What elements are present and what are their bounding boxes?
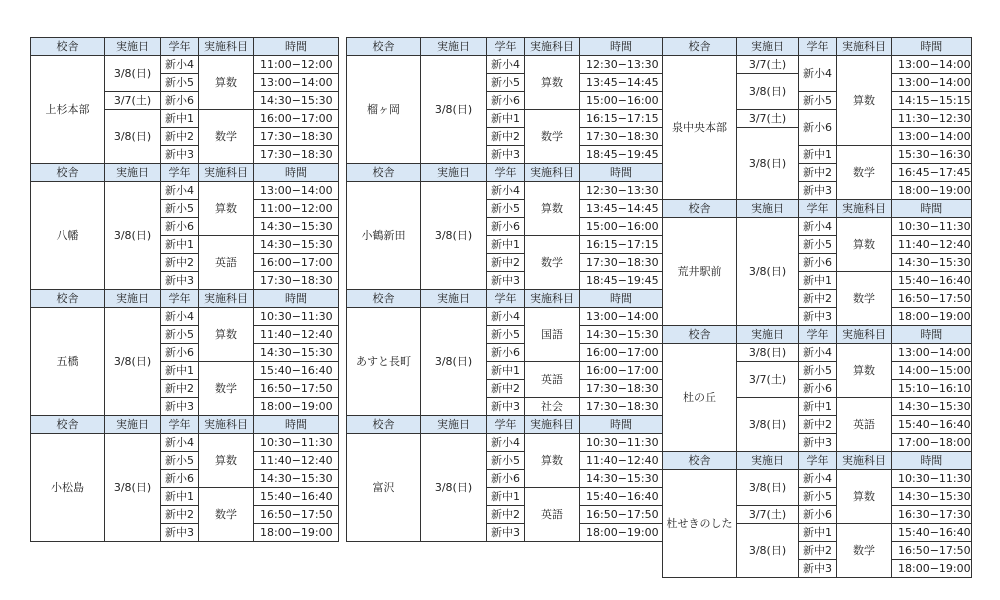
grade-cell: 新小5	[487, 74, 525, 92]
grade-cell: 新小6	[799, 506, 837, 524]
header-row	[347, 38, 663, 56]
time-cell: 17:30−18:30	[580, 254, 663, 272]
header-date: 実施日	[737, 452, 799, 470]
grade-cell: 新小5	[799, 488, 837, 506]
grade-cell: 新中3	[161, 398, 199, 416]
time-cell: 13:00−14:00	[580, 308, 663, 326]
header-date: 実施日	[105, 290, 161, 308]
time-cell: 16:00−17:00	[254, 110, 339, 128]
header-subject: 実施科目	[199, 38, 254, 56]
time-cell: 16:50−17:50	[254, 380, 339, 398]
header-row	[31, 38, 339, 56]
time-cell: 12:30−13:30	[580, 56, 663, 74]
subject-cell: 算数	[837, 218, 892, 272]
time-cell: 18:45−19:45	[580, 146, 663, 164]
header-date: 実施日	[105, 416, 161, 434]
subject-cell: 英語	[837, 398, 892, 452]
grade-cell: 新中3	[161, 272, 199, 290]
header-time: 時間	[580, 416, 663, 434]
exam-date: 3/8(日)	[737, 128, 799, 200]
header-subject: 実施科目	[837, 452, 892, 470]
grade-cell: 新小6	[487, 470, 525, 488]
header-grade: 学年	[487, 38, 525, 56]
header-subject: 実施科目	[199, 164, 254, 182]
grade-cell: 新小4	[161, 182, 199, 200]
subject-cell: 数学	[837, 272, 892, 326]
header-grade: 学年	[487, 416, 525, 434]
school-name: 榴ヶ岡	[347, 56, 421, 164]
time-cell: 14:30−15:30	[892, 254, 972, 272]
time-cell: 15:40−16:40	[892, 272, 972, 290]
subject-cell: 国語	[525, 308, 580, 362]
grade-cell: 新中3	[799, 308, 837, 326]
grade-cell: 新小6	[799, 254, 837, 272]
subject-cell: 算数	[837, 344, 892, 398]
time-cell: 18:00−19:00	[892, 308, 972, 326]
header-school: 校舎	[663, 452, 737, 470]
grade-cell: 新小6	[161, 344, 199, 362]
grade-cell: 新小5	[161, 200, 199, 218]
grade-cell: 新小6	[161, 92, 199, 110]
subject-cell: 英語	[525, 488, 580, 542]
time-cell: 10:30−11:30	[892, 470, 972, 488]
table-row	[663, 218, 972, 236]
header-date: 実施日	[421, 290, 487, 308]
school-name: 荒井駅前	[663, 218, 737, 326]
time-cell: 15:00−16:00	[580, 218, 663, 236]
time-cell: 14:30−15:30	[892, 488, 972, 506]
time-cell: 16:00−17:00	[580, 344, 663, 362]
grade-cell: 新小5	[487, 200, 525, 218]
time-cell: 13:45−14:45	[580, 200, 663, 218]
subject-cell: 数学	[199, 488, 254, 542]
schedule-table	[662, 37, 972, 578]
time-cell: 16:15−17:15	[580, 236, 663, 254]
header-school: 校舎	[347, 164, 421, 182]
time-cell: 11:40−12:40	[580, 452, 663, 470]
time-cell: 11:40−12:40	[892, 236, 972, 254]
grade-cell: 新小4	[799, 218, 837, 236]
time-cell: 10:30−11:30	[254, 434, 339, 452]
time-cell: 16:00−17:00	[580, 362, 663, 380]
time-cell: 18:00−19:00	[892, 560, 972, 578]
grade-cell: 新中1	[799, 398, 837, 416]
time-cell: 13:00−14:00	[892, 56, 972, 74]
time-cell: 15:40−16:40	[254, 488, 339, 506]
time-cell: 15:00−16:00	[580, 92, 663, 110]
subject-cell: 数学	[199, 110, 254, 164]
exam-date: 3/7(土)	[105, 92, 161, 110]
time-cell: 14:30−15:30	[254, 236, 339, 254]
header-date: 実施日	[421, 416, 487, 434]
grade-cell: 新中2	[799, 164, 837, 182]
grade-cell: 新小6	[799, 110, 837, 146]
grade-cell: 新小4	[487, 434, 525, 452]
time-cell: 17:30−18:30	[580, 398, 663, 416]
table-row	[347, 308, 663, 326]
grade-cell: 新小4	[161, 308, 199, 326]
time-cell: 18:00−19:00	[580, 524, 663, 542]
header-row	[31, 164, 339, 182]
header-row	[31, 416, 339, 434]
header-grade: 学年	[161, 416, 199, 434]
grade-cell: 新中2	[799, 290, 837, 308]
grade-cell: 新小4	[487, 308, 525, 326]
time-cell: 16:50−17:50	[254, 506, 339, 524]
subject-cell: 数学	[837, 524, 892, 578]
exam-date: 3/7(土)	[737, 362, 799, 398]
grade-cell: 新中3	[799, 560, 837, 578]
grade-cell: 新中1	[161, 110, 199, 128]
header-school: 校舎	[663, 326, 737, 344]
school-name: 小松島	[31, 434, 105, 542]
grade-cell: 新中1	[161, 362, 199, 380]
header-date: 実施日	[421, 164, 487, 182]
subject-cell: 算数	[199, 182, 254, 236]
header-row	[663, 326, 972, 344]
grade-cell: 新中2	[161, 128, 199, 146]
grade-cell: 新小4	[799, 344, 837, 362]
time-cell: 11:00−12:00	[254, 200, 339, 218]
subject-cell: 英語	[525, 362, 580, 398]
time-cell: 16:50−17:50	[892, 542, 972, 560]
header-subject: 実施科目	[525, 290, 580, 308]
header-date: 実施日	[737, 200, 799, 218]
header-subject: 実施科目	[525, 38, 580, 56]
time-cell: 14:30−15:30	[580, 470, 663, 488]
header-date: 実施日	[105, 164, 161, 182]
grade-cell: 新小4	[799, 56, 837, 92]
subject-cell: 数学	[525, 236, 580, 290]
time-cell: 16:30−17:30	[892, 506, 972, 524]
header-row	[347, 416, 663, 434]
time-cell: 13:00−14:00	[892, 344, 972, 362]
header-time: 時間	[580, 164, 663, 182]
time-cell: 13:00−14:00	[892, 74, 972, 92]
subject-cell: 算数	[199, 308, 254, 362]
grade-cell: 新中2	[487, 380, 525, 398]
header-date: 実施日	[737, 326, 799, 344]
exam-date: 3/8(日)	[737, 344, 799, 362]
header-date: 実施日	[105, 38, 161, 56]
time-cell: 10:30−11:30	[254, 308, 339, 326]
exam-date: 3/8(日)	[105, 182, 161, 290]
subject-cell: 算数	[837, 56, 892, 146]
grade-cell: 新中1	[487, 488, 525, 506]
time-cell: 15:40−16:40	[254, 362, 339, 380]
header-subject: 実施科目	[525, 416, 580, 434]
header-subject: 実施科目	[199, 290, 254, 308]
exam-date: 3/8(日)	[421, 182, 487, 290]
school-name: あすと長町	[347, 308, 421, 416]
school-name: 小鶴新田	[347, 182, 421, 290]
header-row	[347, 290, 663, 308]
time-cell: 11:40−12:40	[254, 326, 339, 344]
subject-cell: 英語	[199, 236, 254, 290]
grade-cell: 新中2	[487, 506, 525, 524]
grade-cell: 新中1	[161, 488, 199, 506]
exam-date: 3/8(日)	[105, 434, 161, 542]
time-cell: 16:50−17:50	[892, 290, 972, 308]
table-row	[31, 56, 339, 74]
header-time: 時間	[254, 38, 339, 56]
time-cell: 15:30−16:30	[892, 146, 972, 164]
grade-cell: 新小5	[161, 452, 199, 470]
time-cell: 18:00−19:00	[254, 398, 339, 416]
exam-date: 3/8(日)	[421, 434, 487, 542]
header-grade: 学年	[487, 290, 525, 308]
subject-cell: 数学	[837, 146, 892, 200]
grade-cell: 新中2	[161, 380, 199, 398]
grade-cell: 新小6	[161, 218, 199, 236]
grade-cell: 新中2	[487, 128, 525, 146]
header-date: 実施日	[737, 38, 799, 56]
header-row	[663, 38, 972, 56]
exam-date: 3/8(日)	[105, 56, 161, 92]
header-grade: 学年	[161, 164, 199, 182]
school-name: 五橋	[31, 308, 105, 416]
header-school: 校舎	[663, 38, 737, 56]
time-cell: 15:40−16:40	[892, 416, 972, 434]
grade-cell: 新小4	[161, 56, 199, 74]
table-row	[663, 344, 972, 362]
header-time: 時間	[892, 200, 972, 218]
grade-cell: 新小5	[487, 326, 525, 344]
time-cell: 13:00−14:00	[254, 74, 339, 92]
exam-date: 3/7(土)	[737, 56, 799, 74]
time-cell: 17:30−18:30	[254, 146, 339, 164]
grade-cell: 新小5	[161, 326, 199, 344]
time-cell: 17:30−18:30	[254, 128, 339, 146]
exam-date: 3/8(日)	[737, 398, 799, 452]
grade-cell: 新中1	[799, 272, 837, 290]
schedule-column-1	[30, 37, 339, 542]
time-cell: 11:30−12:30	[892, 110, 972, 128]
time-cell: 18:45−19:45	[580, 272, 663, 290]
table-row	[31, 182, 339, 200]
header-time: 時間	[580, 290, 663, 308]
grade-cell: 新小6	[487, 344, 525, 362]
time-cell: 14:30−15:30	[892, 398, 972, 416]
time-cell: 13:00−14:00	[892, 128, 972, 146]
exam-date: 3/8(日)	[737, 470, 799, 506]
time-cell: 17:00−18:00	[892, 434, 972, 452]
header-grade: 学年	[799, 200, 837, 218]
schedule-column-2	[346, 37, 663, 542]
header-time: 時間	[580, 38, 663, 56]
header-school: 校舎	[347, 290, 421, 308]
header-time: 時間	[892, 452, 972, 470]
time-cell: 16:45−17:45	[892, 164, 972, 182]
header-subject: 実施科目	[837, 326, 892, 344]
time-cell: 14:00−15:00	[892, 362, 972, 380]
grade-cell: 新中2	[161, 254, 199, 272]
time-cell: 11:40−12:40	[254, 452, 339, 470]
grade-cell: 新小5	[487, 452, 525, 470]
grade-cell: 新中3	[487, 524, 525, 542]
grade-cell: 新小6	[799, 380, 837, 398]
header-school: 校舎	[31, 416, 105, 434]
header-row	[347, 164, 663, 182]
header-subject: 実施科目	[837, 200, 892, 218]
school-name: 富沢	[347, 434, 421, 542]
header-subject: 実施科目	[837, 38, 892, 56]
school-name: 杜の丘	[663, 344, 737, 452]
header-subject: 実施科目	[525, 164, 580, 182]
header-grade: 学年	[799, 38, 837, 56]
grade-cell: 新小6	[161, 470, 199, 488]
time-cell: 15:10−16:10	[892, 380, 972, 398]
grade-cell: 新小4	[161, 434, 199, 452]
subject-cell: 数学	[199, 362, 254, 416]
header-subject: 実施科目	[199, 416, 254, 434]
grade-cell: 新中1	[161, 236, 199, 254]
grade-cell: 新小5	[799, 362, 837, 380]
grade-cell: 新中2	[799, 416, 837, 434]
table-row	[31, 308, 339, 326]
time-cell: 15:40−16:40	[892, 524, 972, 542]
exam-date: 3/8(日)	[105, 308, 161, 416]
time-cell: 14:30−15:30	[254, 92, 339, 110]
subject-cell: 算数	[525, 434, 580, 488]
header-date: 実施日	[421, 38, 487, 56]
grade-cell: 新小6	[487, 218, 525, 236]
exam-date: 3/8(日)	[737, 524, 799, 578]
time-cell: 10:30−11:30	[580, 434, 663, 452]
header-time: 時間	[254, 416, 339, 434]
grade-cell: 新中3	[487, 146, 525, 164]
school-name: 杜せきのした	[663, 470, 737, 578]
time-cell: 14:30−15:30	[254, 218, 339, 236]
grade-cell: 新小4	[487, 56, 525, 74]
exam-date: 3/8(日)	[421, 56, 487, 164]
exam-date: 3/8(日)	[737, 74, 799, 110]
time-cell: 14:30−15:30	[580, 326, 663, 344]
time-cell: 15:40−16:40	[580, 488, 663, 506]
grade-cell: 新中1	[487, 110, 525, 128]
grade-cell: 新小4	[487, 182, 525, 200]
subject-cell: 算数	[199, 434, 254, 488]
subject-cell: 数学	[525, 110, 580, 164]
header-grade: 学年	[799, 326, 837, 344]
header-row	[663, 200, 972, 218]
subject-cell: 算数	[525, 182, 580, 236]
subject-cell: 算数	[525, 56, 580, 110]
time-cell: 12:30−13:30	[580, 182, 663, 200]
grade-cell: 新小6	[487, 92, 525, 110]
time-cell: 14:15−15:15	[892, 92, 972, 110]
grade-cell: 新中3	[487, 398, 525, 416]
time-cell: 14:30−15:30	[254, 470, 339, 488]
exam-date: 3/7(土)	[737, 110, 799, 128]
grade-cell: 新中1	[799, 146, 837, 164]
grade-cell: 新中3	[161, 146, 199, 164]
header-school: 校舎	[347, 38, 421, 56]
time-cell: 18:00−19:00	[254, 524, 339, 542]
grade-cell: 新中3	[487, 272, 525, 290]
grade-cell: 新小5	[799, 236, 837, 254]
header-time: 時間	[254, 290, 339, 308]
time-cell: 13:45−14:45	[580, 74, 663, 92]
header-row	[31, 290, 339, 308]
header-school: 校舎	[31, 164, 105, 182]
header-school: 校舎	[31, 38, 105, 56]
grade-cell: 新中2	[161, 506, 199, 524]
subject-cell: 算数	[837, 470, 892, 524]
grade-cell: 新小4	[799, 470, 837, 488]
grade-cell: 新中3	[799, 434, 837, 452]
time-cell: 17:30−18:30	[580, 128, 663, 146]
schedule-table	[346, 37, 663, 542]
grade-cell: 新中1	[487, 362, 525, 380]
time-cell: 13:00−14:00	[254, 182, 339, 200]
header-school: 校舎	[347, 416, 421, 434]
time-cell: 16:15−17:15	[580, 110, 663, 128]
header-grade: 学年	[161, 38, 199, 56]
header-grade: 学年	[799, 452, 837, 470]
grade-cell: 新中3	[161, 524, 199, 542]
exam-date: 3/8(日)	[105, 110, 161, 164]
header-school: 校舎	[31, 290, 105, 308]
grade-cell: 新中1	[799, 524, 837, 542]
table-row	[347, 182, 663, 200]
time-cell: 11:00−12:00	[254, 56, 339, 74]
time-cell: 10:30−11:30	[892, 218, 972, 236]
schedule-table	[30, 37, 339, 542]
header-grade: 学年	[487, 164, 525, 182]
grade-cell: 新中1	[487, 236, 525, 254]
time-cell: 17:30−18:30	[580, 380, 663, 398]
exam-date: 3/8(日)	[737, 218, 799, 326]
time-cell: 17:30−18:30	[254, 272, 339, 290]
time-cell: 16:00−17:00	[254, 254, 339, 272]
grade-cell: 新中3	[799, 182, 837, 200]
grade-cell: 新小5	[799, 92, 837, 110]
subject-cell: 算数	[199, 56, 254, 110]
table-row	[663, 470, 972, 488]
school-name: 泉中央本部	[663, 56, 737, 200]
exam-date: 3/7(土)	[737, 506, 799, 524]
header-time: 時間	[254, 164, 339, 182]
table-row	[663, 56, 972, 74]
grade-cell: 新小5	[161, 74, 199, 92]
table-row	[347, 434, 663, 452]
table-row	[347, 56, 663, 74]
time-cell: 14:30−15:30	[254, 344, 339, 362]
grade-cell: 新中2	[799, 542, 837, 560]
header-time: 時間	[892, 38, 972, 56]
table-row	[31, 434, 339, 452]
header-row	[663, 452, 972, 470]
school-name: 八幡	[31, 182, 105, 290]
grade-cell: 新中2	[487, 254, 525, 272]
header-grade: 学年	[161, 290, 199, 308]
time-cell: 18:00−19:00	[892, 182, 972, 200]
header-school: 校舎	[663, 200, 737, 218]
exam-date: 3/8(日)	[421, 308, 487, 416]
school-name: 上杉本部	[31, 56, 105, 164]
subject-cell: 社会	[525, 398, 580, 416]
header-time: 時間	[892, 326, 972, 344]
schedule-column-3	[662, 37, 972, 578]
time-cell: 16:50−17:50	[580, 506, 663, 524]
